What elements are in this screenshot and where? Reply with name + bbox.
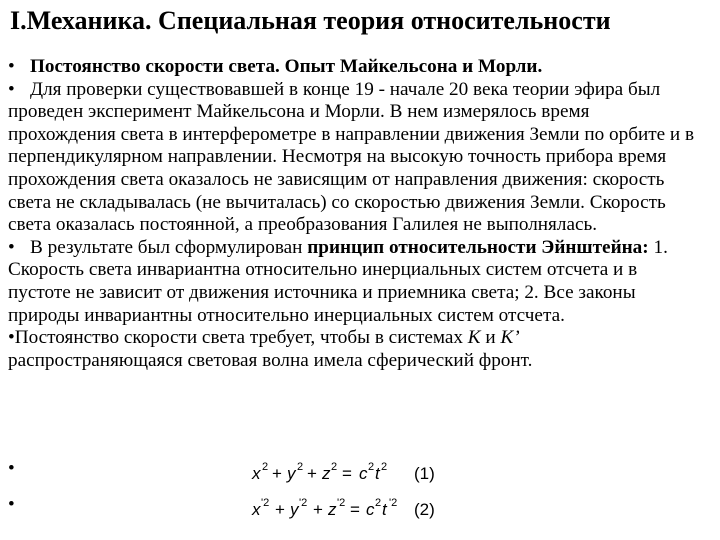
eq2-equals: = <box>350 500 360 519</box>
eq2-x-exp: '2 <box>261 497 270 509</box>
bullet-icon: • <box>8 458 15 479</box>
bullet-item-experiment <box>8 79 698 237</box>
eq2-z: z <box>328 500 337 519</box>
frame-k: K <box>467 327 481 349</box>
eq2-plus-2: + <box>313 500 323 519</box>
eq2-y: y <box>290 500 299 519</box>
eq1-x: x <box>252 464 261 483</box>
principle-text-after: 1. Скорость света инвариантна относительно инерциальных систем отсчета и в пустоте не зависит от движения источника и приемника света; 2. Все законы природы инвариантны относительно инерциальных систем отсчета. <box>8 236 668 326</box>
eq2-plus-1: + <box>275 500 285 519</box>
eq2-t: t <box>382 500 387 519</box>
eq2-t-exp: '2 <box>389 497 398 509</box>
eq1-label: (1) <box>414 464 435 483</box>
eq2-c: c <box>366 500 375 519</box>
bullet-icon: • <box>8 56 15 77</box>
constancy-and: и <box>480 327 501 349</box>
constancy-text-after: распространяющаяся световая волна имела сферический фронт. <box>8 349 533 371</box>
eq1-plus-2: + <box>307 464 317 483</box>
eq1-plus-1: + <box>272 464 282 483</box>
principle-text-before: В результате был сформулирован <box>30 236 308 258</box>
heading-text: Постоянство скорости света. Опыт Майкельсона и Морли. <box>30 56 543 77</box>
eq1-equals: = <box>342 464 352 483</box>
eq2-y-exp: '2 <box>299 497 308 509</box>
slide-title: I.Механика. Специальная теория относительности <box>10 6 611 35</box>
bullet-icon: • <box>8 236 15 258</box>
eq1-c: c <box>359 464 368 483</box>
eq1-z-exp: 2 <box>331 461 338 473</box>
eq2-c-exp: 2 <box>375 497 382 509</box>
eq2-label: (2) <box>414 500 435 519</box>
bullet-item-principle <box>8 237 698 327</box>
constancy-text-before: Постоянство скорости света требует, чтобы в системах <box>14 327 468 349</box>
bullet-icon: • <box>8 494 15 515</box>
experiment-text: Для проверки существовавшей в конце 19 - начале 20 века теории эфира был проведен эксперимент Майкельсона и Морли. В нем измерялось время прохождения света в интерферометре в направлении движения Земли по орбите и в перпендикулярном направлении. Несмотря на высокую точность прибора время прохождения света оказалось не зависящим от направления движения: скорость света не складывалась (не вычиталась) со скоростью движения Земли. Скорость света оказалась постоянной, а преобразования Галилея не выполнялась. <box>8 78 695 236</box>
eq1-t-exp: 2 <box>381 461 388 473</box>
equation-row-1 <box>8 458 708 486</box>
bullet-icon: • <box>8 327 15 349</box>
bullet-icon: • <box>8 78 15 100</box>
principle-text-bold: принцип относительности Эйнштейна: <box>307 236 649 258</box>
eq2-x: x <box>252 500 261 519</box>
eq2-z-exp: '2 <box>337 497 346 509</box>
eq1-y-exp: 2 <box>297 461 304 473</box>
bullet-item-constancy <box>8 327 698 372</box>
equation-row-2 <box>8 494 708 522</box>
bullet-item-heading <box>8 56 698 79</box>
equation-1 <box>242 458 462 486</box>
eq1-x-exp: 2 <box>262 461 269 473</box>
eq1-y: y <box>287 464 296 483</box>
frame-k-prime: K’ <box>500 327 520 349</box>
slide-content <box>8 56 698 372</box>
eq1-c-exp: 2 <box>368 461 375 473</box>
eq1-t: t <box>375 464 380 483</box>
eq1-z: z <box>322 464 331 483</box>
equation-2 <box>242 494 462 522</box>
